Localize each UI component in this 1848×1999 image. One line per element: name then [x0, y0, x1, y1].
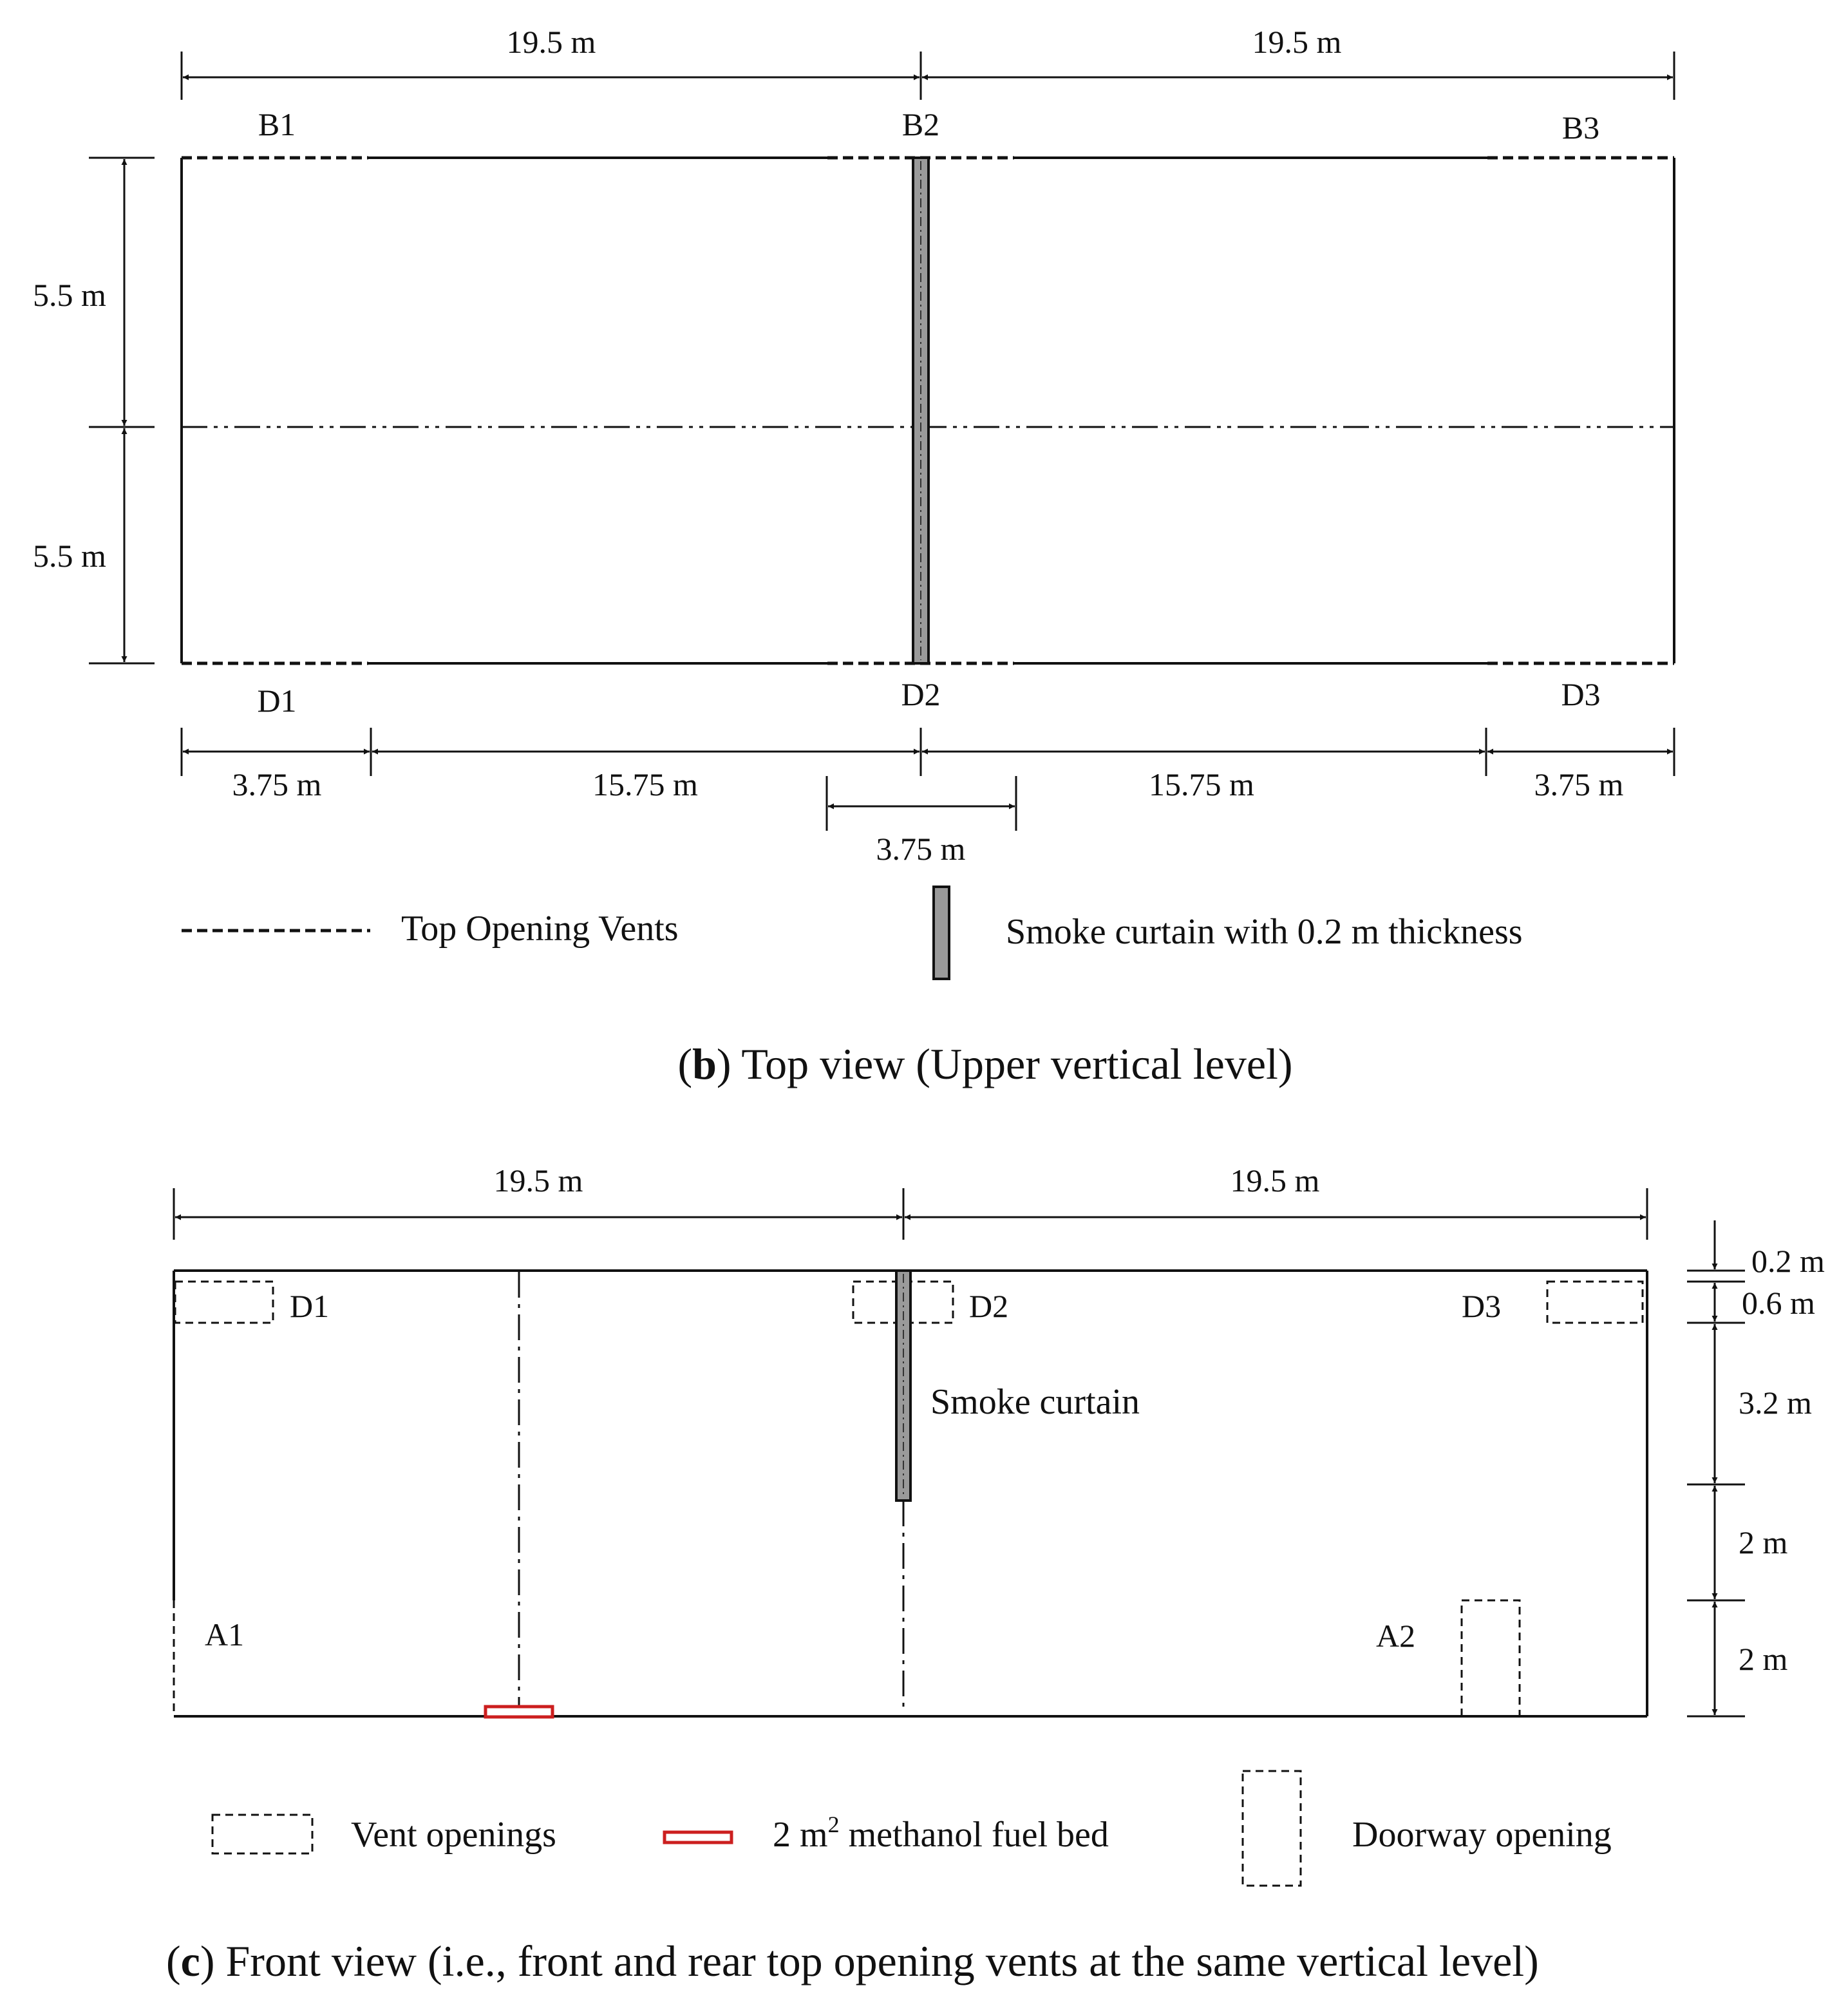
legend-fuel-label: 2 $m^2$ methanol fuel bed [773, 1812, 1109, 1855]
dim-vent-left-label: 3.75 m [232, 766, 322, 802]
front-label-d3: D3 [1462, 1288, 1502, 1324]
legend-curtain-swatch [934, 887, 949, 979]
top-width-right-label: 19.5 m [1252, 24, 1342, 60]
legend-doorway-swatch [1243, 1771, 1301, 1886]
top-height-bottom-label: 5.5 m [33, 538, 106, 574]
label-d2: D2 [901, 676, 941, 712]
front-label-d1: D1 [290, 1288, 330, 1324]
legend-fuel-swatch [665, 1832, 731, 1843]
label-d1: D1 [257, 683, 297, 719]
legend-vents-label: Top Opening Vents [401, 909, 679, 949]
dim-h2-label: 0.6 m [1742, 1285, 1815, 1321]
dim-gap-right-label: 15.75 m [1149, 766, 1254, 802]
front-width-left-label: 19.5 m [493, 1162, 583, 1198]
dim-h5-label: 2 m [1739, 1641, 1788, 1677]
front-label-d2: D2 [969, 1288, 1009, 1324]
legend-vent-openings-swatch [212, 1815, 312, 1853]
label-b2: B2 [901, 106, 940, 142]
door-a2 [1462, 1600, 1520, 1716]
label-a1: A1 [205, 1616, 245, 1653]
top-view-caption: (b) Top view (Upper vertical level) [677, 1039, 1293, 1088]
top-height-top-label: 5.5 m [33, 277, 106, 313]
legend-vent-openings-label: Vent openings [351, 1815, 556, 1855]
front-vent-d3 [1547, 1282, 1643, 1323]
label-b1: B1 [258, 106, 296, 142]
dim-gap-left-label: 15.75 m [592, 766, 698, 802]
label-d3: D3 [1561, 676, 1601, 712]
front-vent-d1 [175, 1282, 273, 1323]
dim-vent-right-label: 3.75 m [1534, 766, 1624, 802]
front-view [166, 1162, 1825, 1985]
legend-doorway-label: Doorway opening [1352, 1815, 1612, 1855]
top-view [33, 24, 1674, 1088]
dim-vent-center-label: 3.75 m [876, 831, 966, 867]
fuel-bed [486, 1707, 552, 1717]
front-width-right-label: 19.5 m [1230, 1162, 1320, 1198]
front-view-caption: (c) Front view (i.e., front and rear top opening vents at the same vertical level) [166, 1937, 1539, 1985]
label-b3: B3 [1561, 109, 1600, 146]
dim-h1-label: 0.2 m [1751, 1243, 1825, 1279]
dim-h3-label: 3.2 m [1739, 1385, 1812, 1421]
smoke-curtain-label: Smoke curtain [930, 1382, 1140, 1422]
top-width-left-label: 19.5 m [506, 24, 596, 60]
legend-curtain-label: Smoke curtain with 0.2 m thickness [1006, 912, 1523, 952]
dim-h4-label: 2 m [1739, 1524, 1788, 1560]
label-a2: A2 [1376, 1618, 1416, 1654]
